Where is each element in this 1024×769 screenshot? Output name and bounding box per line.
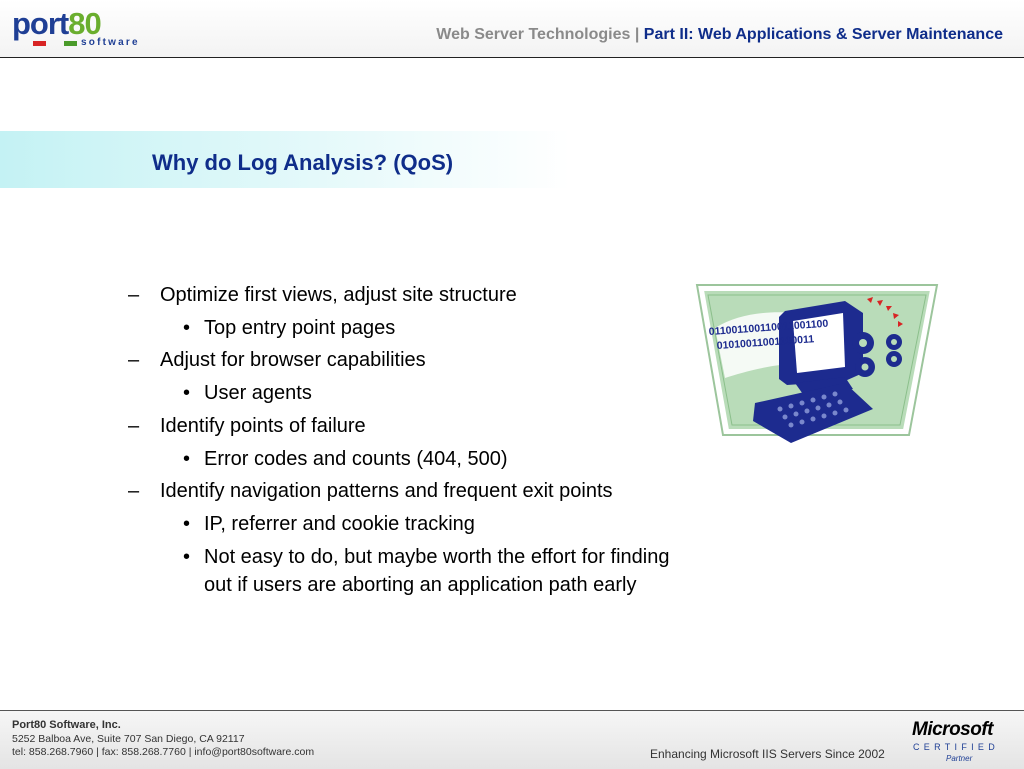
sub-bullet-item: Error codes and counts (404, 500)	[204, 448, 508, 470]
slide-footer	[0, 710, 1024, 769]
sub-bullet-continuation: out if users are aborting an application path early	[204, 574, 637, 596]
logo-green-bar	[64, 41, 77, 46]
logo-red-bar	[33, 41, 46, 46]
level1-marker: –	[128, 415, 140, 437]
sub-bullet-item: User agents	[204, 382, 312, 404]
part-title: Part II: Web Applications & Server Maintenance	[643, 26, 1003, 43]
level1-marker: –	[128, 349, 140, 371]
header-title	[436, 26, 1003, 44]
bullet-item: Optimize first views, adjust site structure	[160, 284, 517, 306]
slide-header	[0, 0, 1024, 58]
sub-bullet-item: Top entry point pages	[204, 317, 396, 339]
bullet-item: Identify navigation patterns and frequent exit points	[160, 480, 613, 502]
bullet-item: Adjust for browser capabilities	[160, 349, 426, 371]
logo-80-text: 80	[68, 6, 101, 41]
logo-port-text: port	[12, 6, 69, 41]
footer-tagline: Enhancing Microsoft IIS Servers Since 2002	[650, 747, 885, 761]
logo-software-text: software	[81, 37, 140, 48]
level2-marker: •	[183, 317, 191, 339]
level2-marker: •	[183, 513, 191, 535]
course-title: Web Server Technologies	[436, 26, 631, 43]
computer-binary-icon	[695, 283, 939, 448]
binary-line-1: 011001100110011001100	[708, 317, 829, 338]
sub-bullet-item: Not easy to do, but maybe worth the effort for finding	[204, 546, 670, 568]
slide-title: Why do Log Analysis? (QoS)	[152, 150, 454, 175]
level2-marker: •	[183, 382, 191, 404]
level2-marker: •	[183, 448, 191, 470]
title-separator: |	[634, 26, 640, 43]
binary-line-2: 01010011001100011	[716, 333, 815, 352]
ms-certified: CERTIFIED	[913, 742, 1000, 752]
level2-marker: •	[183, 546, 191, 568]
level1-marker: –	[128, 480, 140, 502]
microsoft-certified-logo	[912, 720, 1008, 765]
footer-address: 5252 Balboa Ave, Suite 707 San Diego, CA 92117	[12, 733, 245, 745]
sub-bullet-item: IP, referrer and cookie tracking	[204, 513, 475, 535]
footer-contact: tel: 858.268.7960 | fax: 858.268.7760 | info@port80software.com	[12, 746, 315, 758]
level1-marker: –	[128, 284, 140, 306]
port80-logo	[12, 6, 140, 50]
bullet-item: Identify points of failure	[160, 415, 366, 437]
ms-name: Microsoft	[912, 719, 993, 740]
ms-partner: Partner	[946, 754, 973, 763]
footer-company: Port80 Software, Inc.	[12, 719, 121, 731]
